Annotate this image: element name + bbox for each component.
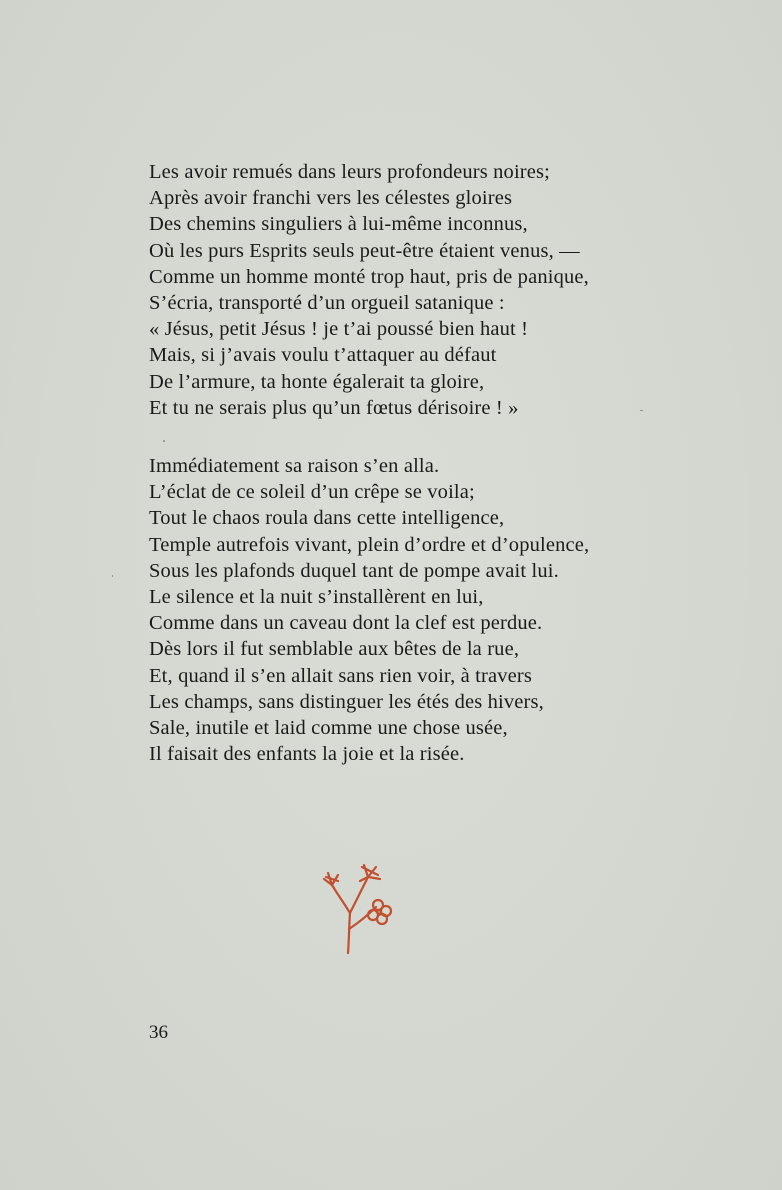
verse-line: Sous les plafonds duquel tant de pompe avait lui.	[149, 559, 559, 582]
verse-line: Il faisait des enfants la joie et la risée.	[149, 743, 465, 766]
floral-sprig-icon	[318, 855, 398, 955]
verse-line: Les champs, sans distinguer les étés des hivers,	[149, 690, 544, 713]
verse-line: Et tu ne serais plus qu’un fœtus dérisoire ! »	[149, 396, 519, 419]
verse-line: L’éclat de ce soleil d’un crêpe se voila;	[149, 481, 475, 504]
paper-speck	[112, 575, 113, 577]
verse-line: Et, quand il s’en allait sans rien voir, à travers	[149, 664, 532, 687]
verse-line: Le silence et la nuit s’installèrent en lui,	[149, 585, 484, 608]
verse-line: Mais, si j’avais voulu t’attaquer au défaut	[149, 344, 497, 367]
verse-line: Comme un homme monté trop haut, pris de panique,	[149, 265, 589, 288]
paper-speck	[163, 440, 165, 442]
verse-line: Des chemins singuliers à lui-même inconnus,	[149, 213, 528, 236]
verse-line: « Jésus, petit Jésus ! je t’ai poussé bien haut !	[149, 318, 529, 341]
verse-line: Comme dans un caveau dont la clef est perdue.	[149, 612, 543, 635]
verse-line: De l’armure, ta honte égalerait ta gloire,	[149, 370, 485, 393]
verse-line: Les avoir remués dans leurs profondeurs noires;	[149, 161, 550, 183]
verse-line: Dès lors il fut semblable aux bêtes de la rue,	[149, 638, 520, 661]
stanza-1	[149, 159, 589, 421]
verse-line: S’écria, transporté d’un orgueil satanique :	[149, 291, 505, 314]
verse-line: Après avoir franchi vers les célestes gloires	[149, 187, 513, 210]
verse-line: Sale, inutile et laid comme une chose usée,	[149, 716, 508, 739]
paper-speck	[640, 410, 643, 411]
verse-line: Où les purs Esprits seuls peut-être étaient venus, —	[149, 239, 580, 262]
verse-line: Immédiatement sa raison s’en alla.	[149, 455, 440, 477]
stanza-2	[149, 453, 589, 767]
verse-line: Temple autrefois vivant, plein d’ordre et d’opulence,	[149, 533, 590, 556]
page-number: 36	[149, 1022, 168, 1043]
verse-line: Tout le chaos roula dans cette intelligence,	[149, 507, 505, 530]
